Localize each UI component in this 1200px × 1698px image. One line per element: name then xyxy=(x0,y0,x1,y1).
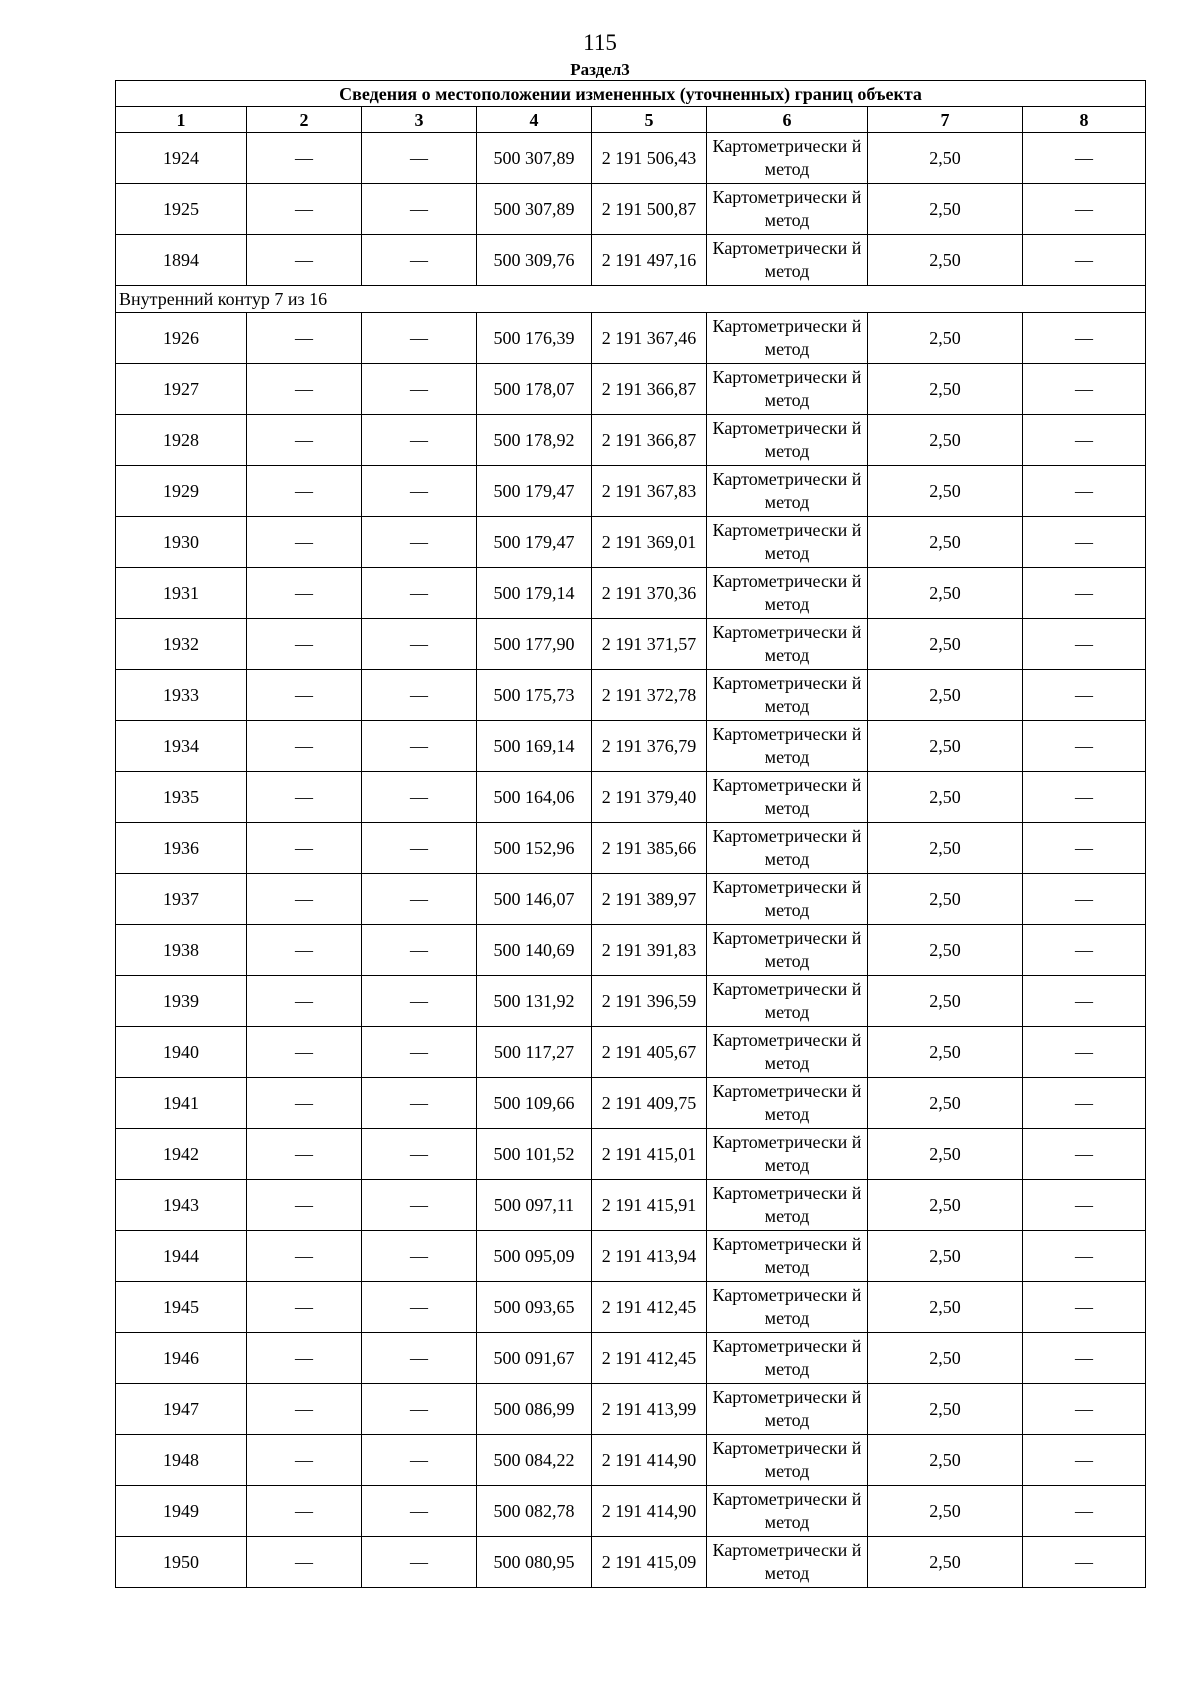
point-number-cell: 1925 xyxy=(116,184,247,235)
point-number-cell: 1932 xyxy=(116,619,247,670)
coord-y-cell: 2 191 366,87 xyxy=(592,415,707,466)
method-cell: Картометрически й метод xyxy=(707,313,868,364)
cell-col2: — xyxy=(247,976,362,1027)
accuracy-cell: 2,50 xyxy=(868,1333,1023,1384)
method-cell: Картометрически й метод xyxy=(707,1384,868,1435)
coord-x-cell: 500 109,66 xyxy=(477,1078,592,1129)
page-number: 115 xyxy=(583,30,617,55)
coord-y-cell: 2 191 367,46 xyxy=(592,313,707,364)
cell-col8: — xyxy=(1023,466,1146,517)
table-row xyxy=(116,823,1146,874)
table-caption: Сведения о местоположении измененных (уточненных) границ объекта xyxy=(116,81,1146,107)
cell-col2: — xyxy=(247,1180,362,1231)
method-cell: Картометрически й метод xyxy=(707,1537,868,1588)
cell-col3: — xyxy=(362,1078,477,1129)
method-cell: Картометрически й метод xyxy=(707,823,868,874)
point-number-cell: 1935 xyxy=(116,772,247,823)
cell-col8: — xyxy=(1023,1129,1146,1180)
boundary-coordinates-table xyxy=(115,80,1146,1588)
cell-col3: — xyxy=(362,823,477,874)
accuracy-cell: 2,50 xyxy=(868,184,1023,235)
coord-y-cell: 2 191 415,01 xyxy=(592,1129,707,1180)
accuracy-cell: 2,50 xyxy=(868,313,1023,364)
method-cell: Картометрически й метод xyxy=(707,1333,868,1384)
cell-col8: — xyxy=(1023,976,1146,1027)
column-header: 5 xyxy=(592,107,707,133)
cell-col2: — xyxy=(247,415,362,466)
table-row xyxy=(116,772,1146,823)
accuracy-cell: 2,50 xyxy=(868,772,1023,823)
accuracy-cell: 2,50 xyxy=(868,823,1023,874)
cell-col2: — xyxy=(247,874,362,925)
cell-col2: — xyxy=(247,568,362,619)
coord-x-cell: 500 095,09 xyxy=(477,1231,592,1282)
cell-col2: — xyxy=(247,184,362,235)
point-number-cell: 1946 xyxy=(116,1333,247,1384)
coord-x-cell: 500 178,07 xyxy=(477,364,592,415)
method-cell: Картометрически й метод xyxy=(707,772,868,823)
coord-y-cell: 2 191 376,79 xyxy=(592,721,707,772)
table-row xyxy=(116,670,1146,721)
method-cell: Картометрически й метод xyxy=(707,1282,868,1333)
cell-col8: — xyxy=(1023,670,1146,721)
cell-col8: — xyxy=(1023,1180,1146,1231)
cell-col2: — xyxy=(247,235,362,286)
cell-col3: — xyxy=(362,415,477,466)
cell-col8: — xyxy=(1023,184,1146,235)
table-row xyxy=(116,1384,1146,1435)
accuracy-cell: 2,50 xyxy=(868,1282,1023,1333)
table-row xyxy=(116,415,1146,466)
table-row xyxy=(116,466,1146,517)
column-header: 1 xyxy=(116,107,247,133)
coord-y-cell: 2 191 412,45 xyxy=(592,1282,707,1333)
coord-x-cell: 500 179,47 xyxy=(477,466,592,517)
cell-col8: — xyxy=(1023,1435,1146,1486)
accuracy-cell: 2,50 xyxy=(868,568,1023,619)
cell-col2: — xyxy=(247,823,362,874)
method-cell: Картометрически й метод xyxy=(707,925,868,976)
point-number-cell: 1924 xyxy=(116,133,247,184)
coord-x-cell: 500 093,65 xyxy=(477,1282,592,1333)
section-title: Раздел3 xyxy=(570,60,630,79)
method-cell: Картометрически й метод xyxy=(707,670,868,721)
cell-col2: — xyxy=(247,1384,362,1435)
method-cell: Картометрически й метод xyxy=(707,721,868,772)
table-row xyxy=(116,313,1146,364)
table-row xyxy=(116,1435,1146,1486)
coord-y-cell: 2 191 369,01 xyxy=(592,517,707,568)
column-header: 4 xyxy=(477,107,592,133)
coord-x-cell: 500 097,11 xyxy=(477,1180,592,1231)
cell-col8: — xyxy=(1023,517,1146,568)
cell-col3: — xyxy=(362,1231,477,1282)
point-number-cell: 1944 xyxy=(116,1231,247,1282)
cell-col2: — xyxy=(247,670,362,721)
coord-y-cell: 2 191 506,43 xyxy=(592,133,707,184)
method-cell: Картометрически й метод xyxy=(707,1231,868,1282)
cell-col3: — xyxy=(362,133,477,184)
point-number-cell: 1931 xyxy=(116,568,247,619)
cell-col3: — xyxy=(362,568,477,619)
accuracy-cell: 2,50 xyxy=(868,976,1023,1027)
coord-y-cell: 2 191 391,83 xyxy=(592,925,707,976)
coord-y-cell: 2 191 371,57 xyxy=(592,619,707,670)
cell-col3: — xyxy=(362,1180,477,1231)
method-cell: Картометрически й метод xyxy=(707,1435,868,1486)
coord-x-cell: 500 309,76 xyxy=(477,235,592,286)
accuracy-cell: 2,50 xyxy=(868,1384,1023,1435)
cell-col8: — xyxy=(1023,133,1146,184)
accuracy-cell: 2,50 xyxy=(868,1027,1023,1078)
cell-col2: — xyxy=(247,133,362,184)
point-number-cell: 1930 xyxy=(116,517,247,568)
accuracy-cell: 2,50 xyxy=(868,466,1023,517)
column-header: 6 xyxy=(707,107,868,133)
table-caption-row xyxy=(116,81,1146,107)
method-cell: Картометрически й метод xyxy=(707,1129,868,1180)
coord-y-cell: 2 191 396,59 xyxy=(592,976,707,1027)
cell-col8: — xyxy=(1023,874,1146,925)
coord-y-cell: 2 191 413,99 xyxy=(592,1384,707,1435)
cell-col8: — xyxy=(1023,1231,1146,1282)
cell-col3: — xyxy=(362,235,477,286)
accuracy-cell: 2,50 xyxy=(868,721,1023,772)
cell-col8: — xyxy=(1023,568,1146,619)
method-cell: Картометрически й метод xyxy=(707,619,868,670)
coord-x-cell: 500 307,89 xyxy=(477,133,592,184)
method-cell: Картометрически й метод xyxy=(707,364,868,415)
cell-col8: — xyxy=(1023,1537,1146,1588)
cell-col2: — xyxy=(247,1282,362,1333)
accuracy-cell: 2,50 xyxy=(868,1486,1023,1537)
coord-x-cell: 500 086,99 xyxy=(477,1384,592,1435)
cell-col2: — xyxy=(247,1333,362,1384)
coord-x-cell: 500 179,14 xyxy=(477,568,592,619)
cell-col3: — xyxy=(362,313,477,364)
cell-col8: — xyxy=(1023,1078,1146,1129)
cell-col3: — xyxy=(362,1435,477,1486)
coord-x-cell: 500 131,92 xyxy=(477,976,592,1027)
table-row xyxy=(116,235,1146,286)
cell-col2: — xyxy=(247,772,362,823)
accuracy-cell: 2,50 xyxy=(868,874,1023,925)
method-cell: Картометрически й метод xyxy=(707,184,868,235)
method-cell: Картометрически й метод xyxy=(707,235,868,286)
cell-col8: — xyxy=(1023,1384,1146,1435)
coord-y-cell: 2 191 415,91 xyxy=(592,1180,707,1231)
cell-col8: — xyxy=(1023,925,1146,976)
table-row xyxy=(116,184,1146,235)
table-row xyxy=(116,133,1146,184)
accuracy-cell: 2,50 xyxy=(868,1180,1023,1231)
coord-y-cell: 2 191 414,90 xyxy=(592,1435,707,1486)
cell-col8: — xyxy=(1023,235,1146,286)
cell-col3: — xyxy=(362,1333,477,1384)
coord-y-cell: 2 191 370,36 xyxy=(592,568,707,619)
cell-col3: — xyxy=(362,364,477,415)
coord-y-cell: 2 191 389,97 xyxy=(592,874,707,925)
coord-y-cell: 2 191 500,87 xyxy=(592,184,707,235)
point-number-cell: 1929 xyxy=(116,466,247,517)
table-row xyxy=(116,1129,1146,1180)
accuracy-cell: 2,50 xyxy=(868,364,1023,415)
table-row xyxy=(116,1537,1146,1588)
cell-col8: — xyxy=(1023,1333,1146,1384)
cell-col2: — xyxy=(247,364,362,415)
cell-col2: — xyxy=(247,925,362,976)
cell-col3: — xyxy=(362,1486,477,1537)
method-cell: Картометрически й метод xyxy=(707,976,868,1027)
table-row xyxy=(116,1282,1146,1333)
coord-y-cell: 2 191 385,66 xyxy=(592,823,707,874)
coord-y-cell: 2 191 372,78 xyxy=(592,670,707,721)
coord-y-cell: 2 191 414,90 xyxy=(592,1486,707,1537)
cell-col3: — xyxy=(362,1027,477,1078)
column-header: 2 xyxy=(247,107,362,133)
coord-x-cell: 500 101,52 xyxy=(477,1129,592,1180)
column-header: 3 xyxy=(362,107,477,133)
coord-x-cell: 500 140,69 xyxy=(477,925,592,976)
coord-x-cell: 500 152,96 xyxy=(477,823,592,874)
cell-col2: — xyxy=(247,1435,362,1486)
coord-x-cell: 500 164,06 xyxy=(477,772,592,823)
point-number-cell: 1948 xyxy=(116,1435,247,1486)
cell-col2: — xyxy=(247,313,362,364)
coord-x-cell: 500 178,92 xyxy=(477,415,592,466)
coord-y-cell: 2 191 405,67 xyxy=(592,1027,707,1078)
coord-x-cell: 500 175,73 xyxy=(477,670,592,721)
table-row xyxy=(116,1180,1146,1231)
method-cell: Картометрически й метод xyxy=(707,517,868,568)
table-body xyxy=(116,133,1146,1588)
accuracy-cell: 2,50 xyxy=(868,670,1023,721)
coord-x-cell: 500 091,67 xyxy=(477,1333,592,1384)
cell-col3: — xyxy=(362,721,477,772)
point-number-cell: 1942 xyxy=(116,1129,247,1180)
table-row xyxy=(116,517,1146,568)
method-cell: Картометрически й метод xyxy=(707,133,868,184)
cell-col3: — xyxy=(362,619,477,670)
cell-col8: — xyxy=(1023,619,1146,670)
coord-y-cell: 2 191 497,16 xyxy=(592,235,707,286)
accuracy-cell: 2,50 xyxy=(868,1231,1023,1282)
coord-x-cell: 500 179,47 xyxy=(477,517,592,568)
cell-col3: — xyxy=(362,976,477,1027)
point-number-cell: 1936 xyxy=(116,823,247,874)
table-header-row xyxy=(116,107,1146,133)
point-number-cell: 1928 xyxy=(116,415,247,466)
method-cell: Картометрически й метод xyxy=(707,1027,868,1078)
accuracy-cell: 2,50 xyxy=(868,1435,1023,1486)
cell-col2: — xyxy=(247,1078,362,1129)
cell-col3: — xyxy=(362,874,477,925)
table-row xyxy=(116,568,1146,619)
point-number-cell: 1937 xyxy=(116,874,247,925)
cell-col3: — xyxy=(362,466,477,517)
point-number-cell: 1938 xyxy=(116,925,247,976)
point-number-cell: 1947 xyxy=(116,1384,247,1435)
cell-col8: — xyxy=(1023,364,1146,415)
coord-y-cell: 2 191 412,45 xyxy=(592,1333,707,1384)
point-number-cell: 1949 xyxy=(116,1486,247,1537)
coord-y-cell: 2 191 413,94 xyxy=(592,1231,707,1282)
method-cell: Картометрически й метод xyxy=(707,466,868,517)
method-cell: Картометрически й метод xyxy=(707,415,868,466)
cell-col3: — xyxy=(362,1282,477,1333)
point-number-cell: 1950 xyxy=(116,1537,247,1588)
cell-col8: — xyxy=(1023,823,1146,874)
coord-x-cell: 500 082,78 xyxy=(477,1486,592,1537)
point-number-cell: 1941 xyxy=(116,1078,247,1129)
point-number-cell: 1927 xyxy=(116,364,247,415)
coord-x-cell: 500 169,14 xyxy=(477,721,592,772)
accuracy-cell: 2,50 xyxy=(868,1129,1023,1180)
coord-x-cell: 500 084,22 xyxy=(477,1435,592,1486)
accuracy-cell: 2,50 xyxy=(868,415,1023,466)
table-row xyxy=(116,1078,1146,1129)
table-row xyxy=(116,925,1146,976)
cell-col8: — xyxy=(1023,1027,1146,1078)
cell-col3: — xyxy=(362,925,477,976)
column-header: 8 xyxy=(1023,107,1146,133)
point-number-cell: 1894 xyxy=(116,235,247,286)
cell-col2: — xyxy=(247,1129,362,1180)
cell-col2: — xyxy=(247,619,362,670)
method-cell: Картометрически й метод xyxy=(707,1486,868,1537)
table-row xyxy=(116,976,1146,1027)
cell-col3: — xyxy=(362,670,477,721)
point-number-cell: 1933 xyxy=(116,670,247,721)
contour-separator-row xyxy=(116,286,1146,313)
accuracy-cell: 2,50 xyxy=(868,1078,1023,1129)
accuracy-cell: 2,50 xyxy=(868,619,1023,670)
point-number-cell: 1940 xyxy=(116,1027,247,1078)
point-number-cell: 1943 xyxy=(116,1180,247,1231)
cell-col2: — xyxy=(247,1486,362,1537)
point-number-cell: 1934 xyxy=(116,721,247,772)
coord-y-cell: 2 191 415,09 xyxy=(592,1537,707,1588)
coord-y-cell: 2 191 366,87 xyxy=(592,364,707,415)
accuracy-cell: 2,50 xyxy=(868,925,1023,976)
cell-col8: — xyxy=(1023,1282,1146,1333)
coord-y-cell: 2 191 409,75 xyxy=(592,1078,707,1129)
method-cell: Картометрически й метод xyxy=(707,568,868,619)
coord-x-cell: 500 307,89 xyxy=(477,184,592,235)
cell-col2: — xyxy=(247,1537,362,1588)
cell-col8: — xyxy=(1023,1486,1146,1537)
cell-col8: — xyxy=(1023,772,1146,823)
column-header: 7 xyxy=(868,107,1023,133)
accuracy-cell: 2,50 xyxy=(868,517,1023,568)
cell-col3: — xyxy=(362,517,477,568)
table-row xyxy=(116,1231,1146,1282)
cell-col2: — xyxy=(247,466,362,517)
cell-col2: — xyxy=(247,1231,362,1282)
coord-y-cell: 2 191 367,83 xyxy=(592,466,707,517)
coord-x-cell: 500 117,27 xyxy=(477,1027,592,1078)
cell-col2: — xyxy=(247,1027,362,1078)
table-row xyxy=(116,619,1146,670)
table-row xyxy=(116,721,1146,772)
cell-col8: — xyxy=(1023,415,1146,466)
cell-col3: — xyxy=(362,772,477,823)
table-row xyxy=(116,1027,1146,1078)
accuracy-cell: 2,50 xyxy=(868,1537,1023,1588)
cell-col8: — xyxy=(1023,721,1146,772)
coord-x-cell: 500 080,95 xyxy=(477,1537,592,1588)
method-cell: Картометрически й метод xyxy=(707,1180,868,1231)
cell-col3: — xyxy=(362,1129,477,1180)
cell-col3: — xyxy=(362,1537,477,1588)
accuracy-cell: 2,50 xyxy=(868,133,1023,184)
coord-y-cell: 2 191 379,40 xyxy=(592,772,707,823)
cell-col8: — xyxy=(1023,313,1146,364)
method-cell: Картометрически й метод xyxy=(707,1078,868,1129)
method-cell: Картометрически й метод xyxy=(707,874,868,925)
table-row xyxy=(116,364,1146,415)
coord-x-cell: 500 177,90 xyxy=(477,619,592,670)
table-row xyxy=(116,1333,1146,1384)
point-number-cell: 1939 xyxy=(116,976,247,1027)
point-number-cell: 1945 xyxy=(116,1282,247,1333)
cell-col2: — xyxy=(247,721,362,772)
table-row xyxy=(116,874,1146,925)
point-number-cell: 1926 xyxy=(116,313,247,364)
contour-label: Внутренний контур 7 из 16 xyxy=(116,286,1146,313)
table-row xyxy=(116,1486,1146,1537)
cell-col3: — xyxy=(362,184,477,235)
cell-col3: — xyxy=(362,1384,477,1435)
coord-x-cell: 500 176,39 xyxy=(477,313,592,364)
cell-col2: — xyxy=(247,517,362,568)
accuracy-cell: 2,50 xyxy=(868,235,1023,286)
coord-x-cell: 500 146,07 xyxy=(477,874,592,925)
